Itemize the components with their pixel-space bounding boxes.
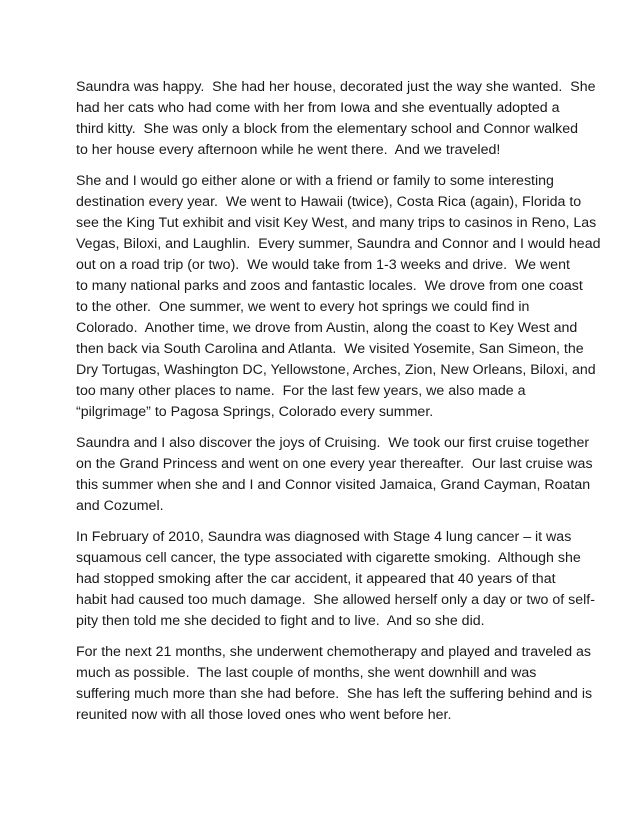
text-line: Dry Tortugas, Washington DC, Yellowstone, Arches, Zion, New Orleans, Biloxi, and bbox=[76, 362, 596, 378]
text-line: too many other places to name. For the last few years, we also made a bbox=[76, 383, 526, 399]
text-line: Saundra was happy. She had her house, decorated just the way she wanted. She bbox=[76, 79, 596, 95]
text-line: squamous cell cancer, the type associated with cigarette smoking. Although she bbox=[76, 550, 581, 566]
text-line: had her cats who had come with her from Iowa and she eventually adopted a bbox=[76, 100, 560, 116]
text-line: Colorado. Another time, we drove from Austin, along the coast to Key West and bbox=[76, 320, 578, 336]
text-line: on the Grand Princess and went on one every year thereafter. Our last cruise was bbox=[76, 456, 593, 472]
text-line: Vegas, Biloxi, and Laughlin. Every summer, Saundra and Connor and I would head bbox=[76, 236, 601, 252]
paragraph-1 bbox=[76, 77, 596, 161]
text-line: Saundra and I also discover the joys of Cruising. We took our first cruise together bbox=[76, 435, 590, 451]
text-line: “pilgrimage” to Pagosa Springs, Colorado every summer. bbox=[76, 404, 434, 420]
text-line: She and I would go either alone or with a friend or family to some interesting bbox=[76, 173, 554, 189]
text-line: to her house every afternoon while he went there. And we traveled! bbox=[76, 142, 501, 158]
text-line: had stopped smoking after the car accident, it appeared that 40 years of that bbox=[76, 571, 556, 587]
text-line: third kitty. She was only a block from the elementary school and Connor walked bbox=[76, 121, 579, 137]
text-line: suffering much more than she had before. She has left the suffering behind and is bbox=[76, 686, 593, 702]
text-line: destination every year. We went to Hawaii (twice), Costa Rica (again), Florida to bbox=[76, 194, 582, 210]
text-line: pity then told me she decided to fight and to live. And so she did. bbox=[76, 613, 485, 629]
paragraph-2 bbox=[76, 171, 601, 423]
paragraph-5 bbox=[76, 642, 593, 726]
text-line: reunited now with all those loved ones who went before her. bbox=[76, 707, 452, 723]
paragraph-3 bbox=[76, 433, 593, 517]
text-line: For the next 21 months, she underwent chemotherapy and played and traveled as bbox=[76, 644, 592, 660]
text-line: this summer when she and I and Connor visited Jamaica, Grand Cayman, Roatan bbox=[76, 477, 591, 493]
text-line: habit had caused too much damage. She allowed herself only a day or two of self- bbox=[76, 592, 595, 608]
document-body bbox=[76, 77, 601, 736]
text-line: much as possible. The last couple of months, she went downhill and was bbox=[76, 665, 537, 681]
paragraph-4 bbox=[76, 527, 595, 632]
text-line: and Cozumel. bbox=[76, 498, 164, 514]
text-line: then back via South Carolina and Atlanta. We visited Yosemite, San Simeon, the bbox=[76, 341, 584, 357]
text-line: out on a road trip (or two). We would take from 1-3 weeks and drive. We went bbox=[76, 257, 570, 273]
text-line: see the King Tut exhibit and visit Key West, and many trips to casinos in Reno, Las bbox=[76, 215, 597, 231]
text-line: to the other. One summer, we went to every hot springs we could find in bbox=[76, 299, 530, 315]
text-line: to many national parks and zoos and fantastic locales. We drove from one coast bbox=[76, 278, 583, 294]
text-line: In February of 2010, Saundra was diagnosed with Stage 4 lung cancer – it was bbox=[76, 529, 572, 545]
